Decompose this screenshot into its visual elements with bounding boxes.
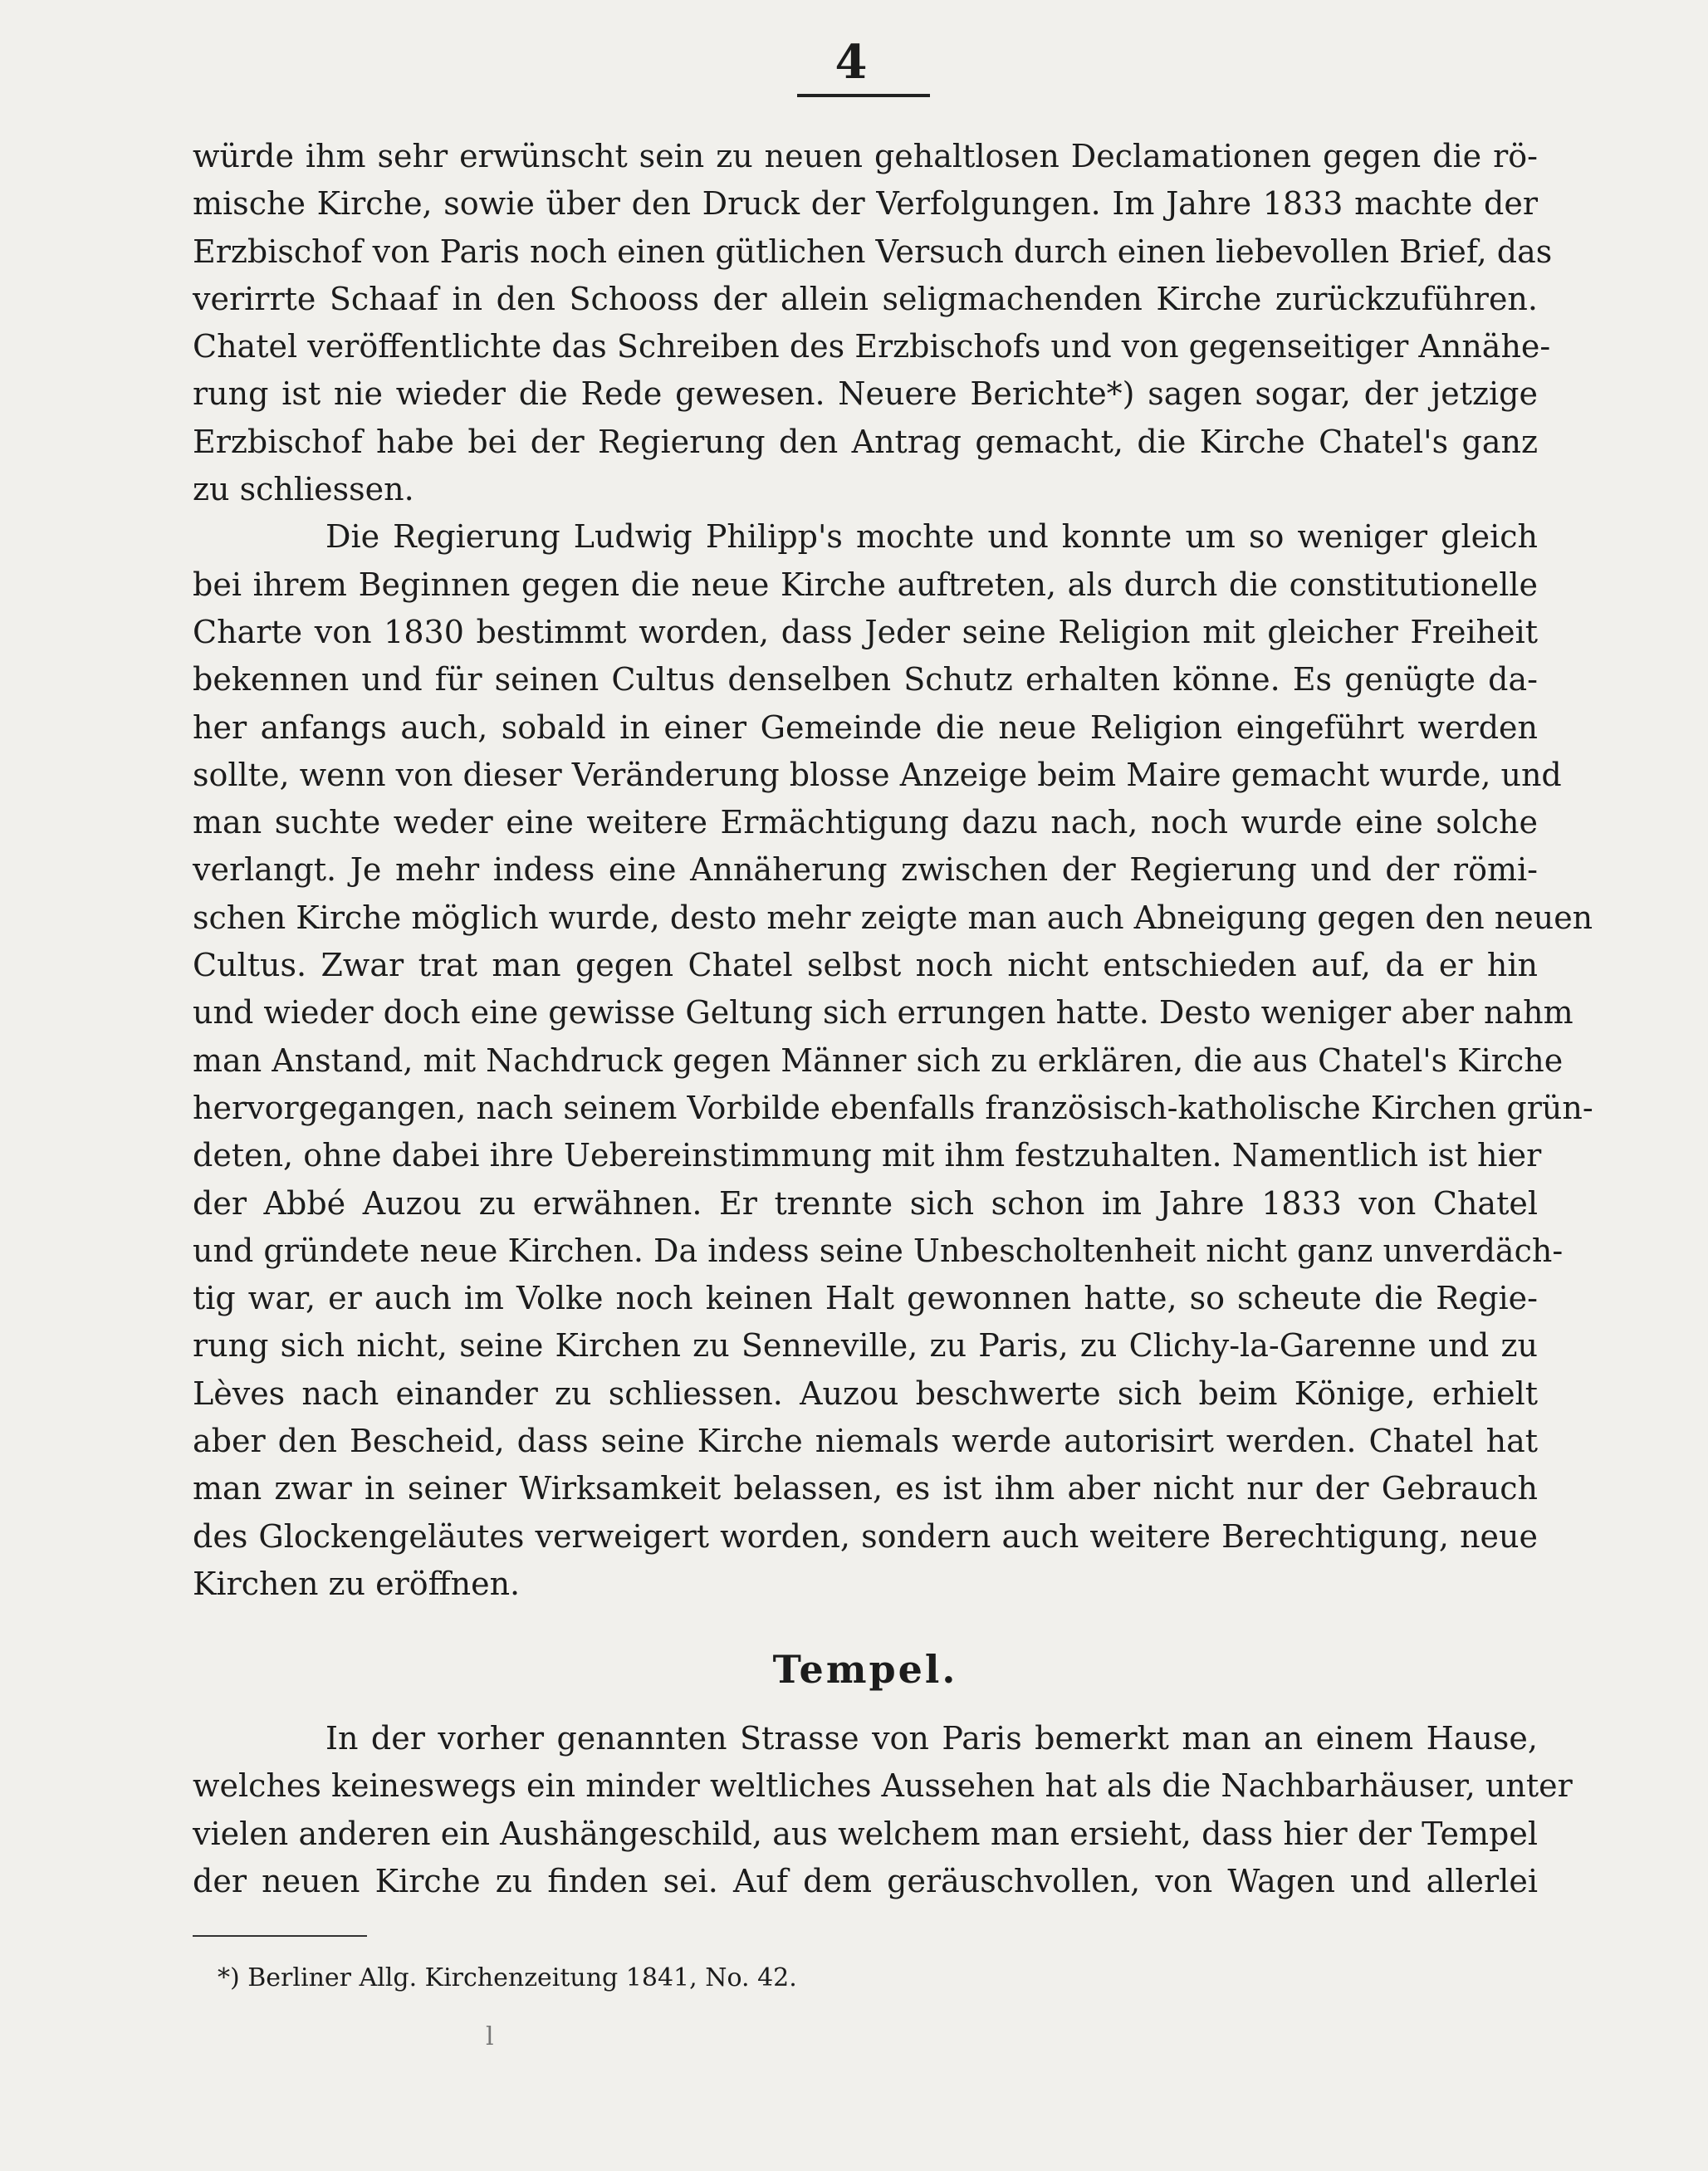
bottom-mark: l: [486, 2022, 494, 2051]
text-line: sollte, wenn von dieser Veränderung blosse Anzeige beim Maire gemacht wurde, und: [193, 756, 1562, 793]
text-line: des Glockengeläutes verweigert worden, sondern auch weitere Berechtigung, neue: [193, 1517, 1538, 1555]
text-line: hervorgegangen, nach seinem Vorbilde ebenfalls französisch-katholische Kirchen grün-: [193, 1089, 1593, 1126]
text-line: Charte von 1830 bestimmt worden, dass Jeder seine Religion mit gleicher Freiheit: [193, 613, 1538, 650]
text-line: und gründete neue Kirchen. Da indess seine Unbescholtenheit nicht ganz unverdäch-: [193, 1232, 1564, 1269]
text-line: und wieder doch eine gewisse Geltung sich errungen hatte. Desto weniger aber nahm: [193, 994, 1573, 1032]
text-line: bei ihrem Beginnen gegen die neue Kirche auftreten, als durch die constitutionelle: [193, 566, 1538, 603]
text-line: aber den Bescheid, dass seine Kirche niemals werde autorisirt werden. Chatel hat: [193, 1423, 1538, 1460]
text-line: welches keineswegs ein minder weltliches Aussehen hat als die Nachbarhäuser, unter: [193, 1767, 1573, 1805]
text-line: würde ihm sehr erwünscht sein zu neuen gehaltlosen Declamationen gegen die rö-: [193, 138, 1538, 174]
footnote: *) Berliner Allg. Kirchenzeitung 1841, No. 42.: [218, 1963, 797, 1992]
text-line: her anfangs auch, sobald in einer Gemeinde die neue Religion eingeführt werden: [193, 708, 1538, 746]
page-number: 4: [834, 35, 868, 90]
text-line: deten, ohne dabei ihre Uebereinstimmung mit ihm festzuhalten. Namentlich ist hier: [193, 1137, 1542, 1174]
text-line: tig war, er auch im Volke noch keinen Halt gewonnen hatte, so scheute die Regie-: [193, 1280, 1538, 1317]
text-line: Lèves nach einander zu schliessen. Auzou beschwerte sich beim Könige, erhielt: [193, 1375, 1538, 1412]
text-line: verirrte Schaaf in den Schooss der allein seligmachenden Kirche zurückzuführen.: [193, 280, 1538, 317]
text-line: der neuen Kirche zu finden sei. Auf dem geräuschvollen, von Wagen und allerlei: [193, 1862, 1538, 1899]
text-line: Cultus. Zwar trat man gegen Chatel selbst noch nicht entschieden auf, da er hin: [193, 947, 1538, 984]
text-line: In der vorher genannten Strasse von Paris bemerkt man an einem Hause,: [325, 1720, 1538, 1757]
paragraph-1: [193, 133, 1553, 513]
text-line: Kirchen zu eröffnen.: [193, 1565, 521, 1602]
text-line: Erzbischof habe bei der Regierung den Antrag gemacht, die Kirche Chatel's ganz: [193, 423, 1538, 460]
page-number-rule: [797, 94, 930, 97]
text-line: rung ist nie wieder die Rede gewesen. Neuere Berichte*) sagen sogar, der jetzige: [193, 375, 1538, 413]
text-line: man zwar in seiner Wirksamkeit belassen, es ist ihm aber nicht nur der Gebrauch: [193, 1470, 1538, 1507]
footnote-rule: [193, 1935, 367, 1937]
text-line: bekennen und für seinen Cultus denselben Schutz erhalten könne. Es genügte da-: [193, 661, 1538, 698]
text-line: man Anstand, mit Nachdruck gegen Männer sich zu erklären, die aus Chatel's Kirche: [193, 1041, 1564, 1079]
text-line: Die Regierung Ludwig Philipp's mochte und konnte um so weniger gleich: [325, 518, 1538, 556]
text-line: rung sich nicht, seine Kirchen zu Senneville, zu Paris, zu Clichy-la-Garenne und zu: [193, 1327, 1538, 1365]
main-text: [193, 133, 1593, 1608]
text-line: verlangt. Je mehr indess eine Annäherung zwischen der Regierung und der römi-: [193, 851, 1538, 889]
paragraph-2: [193, 513, 1593, 1608]
paragraph-3: [193, 1715, 1573, 1905]
section-text: [193, 1715, 1573, 1905]
text-line: Chatel veröffentlichte das Schreiben des Erzbischofs und von gegenseitiger Annähe-: [193, 328, 1551, 365]
text-line: vielen anderen ein Aushängeschild, aus welchem man ersieht, dass hier der Tempel: [193, 1815, 1538, 1852]
text-line: schen Kirche möglich wurde, desto mehr zeigte man auch Abneigung gegen den neuen: [193, 899, 1593, 936]
text-line: man suchte weder eine weitere Ermächtigung dazu nach, noch wurde eine solche: [193, 804, 1538, 841]
text-line: Erzbischof von Paris noch einen gütlichen Versuch durch einen liebevollen Brief, das: [193, 233, 1553, 270]
text-line: mische Kirche, sowie über den Druck der Verfolgungen. Im Jahre 1833 machte der: [193, 185, 1538, 223]
section-heading: Tempel.: [772, 1647, 958, 1692]
text-line: der Abbé Auzou zu erwähnen. Er trennte sich schon im Jahre 1833 von Chatel: [193, 1184, 1538, 1222]
text-line: zu schliessen.: [193, 471, 414, 508]
